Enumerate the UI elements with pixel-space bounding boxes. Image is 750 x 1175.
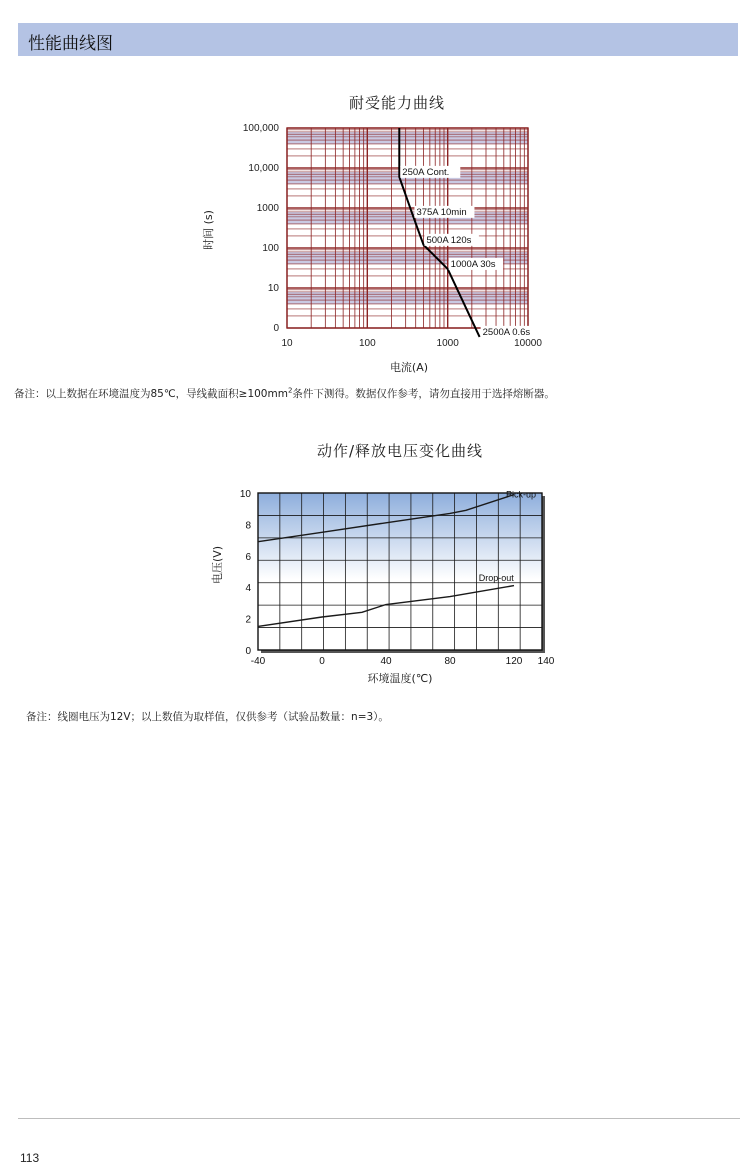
curve-annotation: 1000A 30s: [450, 258, 496, 270]
y-tick-label: 0: [245, 646, 251, 657]
y-tick-label: 4: [245, 583, 251, 595]
y-tick-label: 1000: [256, 203, 279, 214]
x-tick-label: -40: [250, 656, 266, 667]
section-title: 性能曲线图: [28, 34, 113, 54]
withstand-chart: [0, 0, 750, 380]
y-tick-label: 2: [245, 614, 251, 626]
x-tick-label: 1000: [436, 338, 459, 349]
decade-band: [287, 292, 528, 304]
x-axis-title: 电流(A): [389, 361, 429, 374]
y-tick-label: 10: [239, 489, 251, 500]
x-tick-label: 40: [380, 656, 392, 667]
y-axis-title: 电压(V): [211, 545, 224, 585]
x-tick-label: 10000: [514, 338, 542, 349]
curve-annotation: 500A 120s: [426, 234, 472, 246]
y-tick-label: 10,000: [248, 163, 279, 174]
y-tick-label: 100,000: [242, 123, 279, 134]
voltage-chart: [0, 470, 750, 690]
y-tick-label: 6: [245, 551, 251, 563]
curve-annotation: 2500A 0.6s: [482, 326, 531, 338]
decade-band: [287, 212, 528, 224]
note-withstand-sup: 2: [287, 386, 293, 395]
note-withstand-text-b: 条件下测得。数据仅作参考，请勿直接用于选择熔断器。: [292, 388, 555, 400]
x-tick-label: 100: [358, 338, 376, 349]
note-withstand: [14, 386, 555, 401]
dropout-label: Drop-out: [478, 572, 514, 583]
page-number: 113: [20, 1151, 40, 1165]
x-axis-title: 环境温度(℃): [367, 672, 433, 685]
pickup-label: Pick-up: [506, 489, 537, 500]
curve-annotation: 250A Cont.: [402, 166, 450, 178]
plot-area: [258, 493, 542, 650]
y-tick-label: 8: [245, 520, 251, 532]
x-tick-label: 0: [319, 656, 325, 667]
x-tick-label: 10: [281, 338, 293, 349]
x-tick-label: 80: [444, 656, 456, 667]
voltage-chart-title: 动作/释放电压变化曲线: [316, 442, 484, 460]
withstand-chart-title: 耐受能力曲线: [348, 94, 445, 112]
y-tick-label: 10: [267, 283, 279, 294]
note-voltage: 备注：线圈电压为12V；以上数值为取样值，仅供参考（试验品数量：n=3）。: [26, 711, 389, 723]
x-tick-label: 140: [537, 656, 555, 667]
x-tick-label: 120: [505, 656, 523, 667]
y-axis-title: 时间 (s): [202, 210, 215, 250]
curve-annotation: 375A 10min: [416, 206, 467, 218]
y-tick-label: 0: [273, 323, 279, 334]
y-tick-label: 100: [262, 243, 279, 254]
footer-divider: [18, 1118, 740, 1119]
note-withstand-text-a: 备注：以上数据在环境温度为85℃，导线截面积≥100mm: [14, 388, 288, 400]
decade-band: [287, 132, 528, 144]
